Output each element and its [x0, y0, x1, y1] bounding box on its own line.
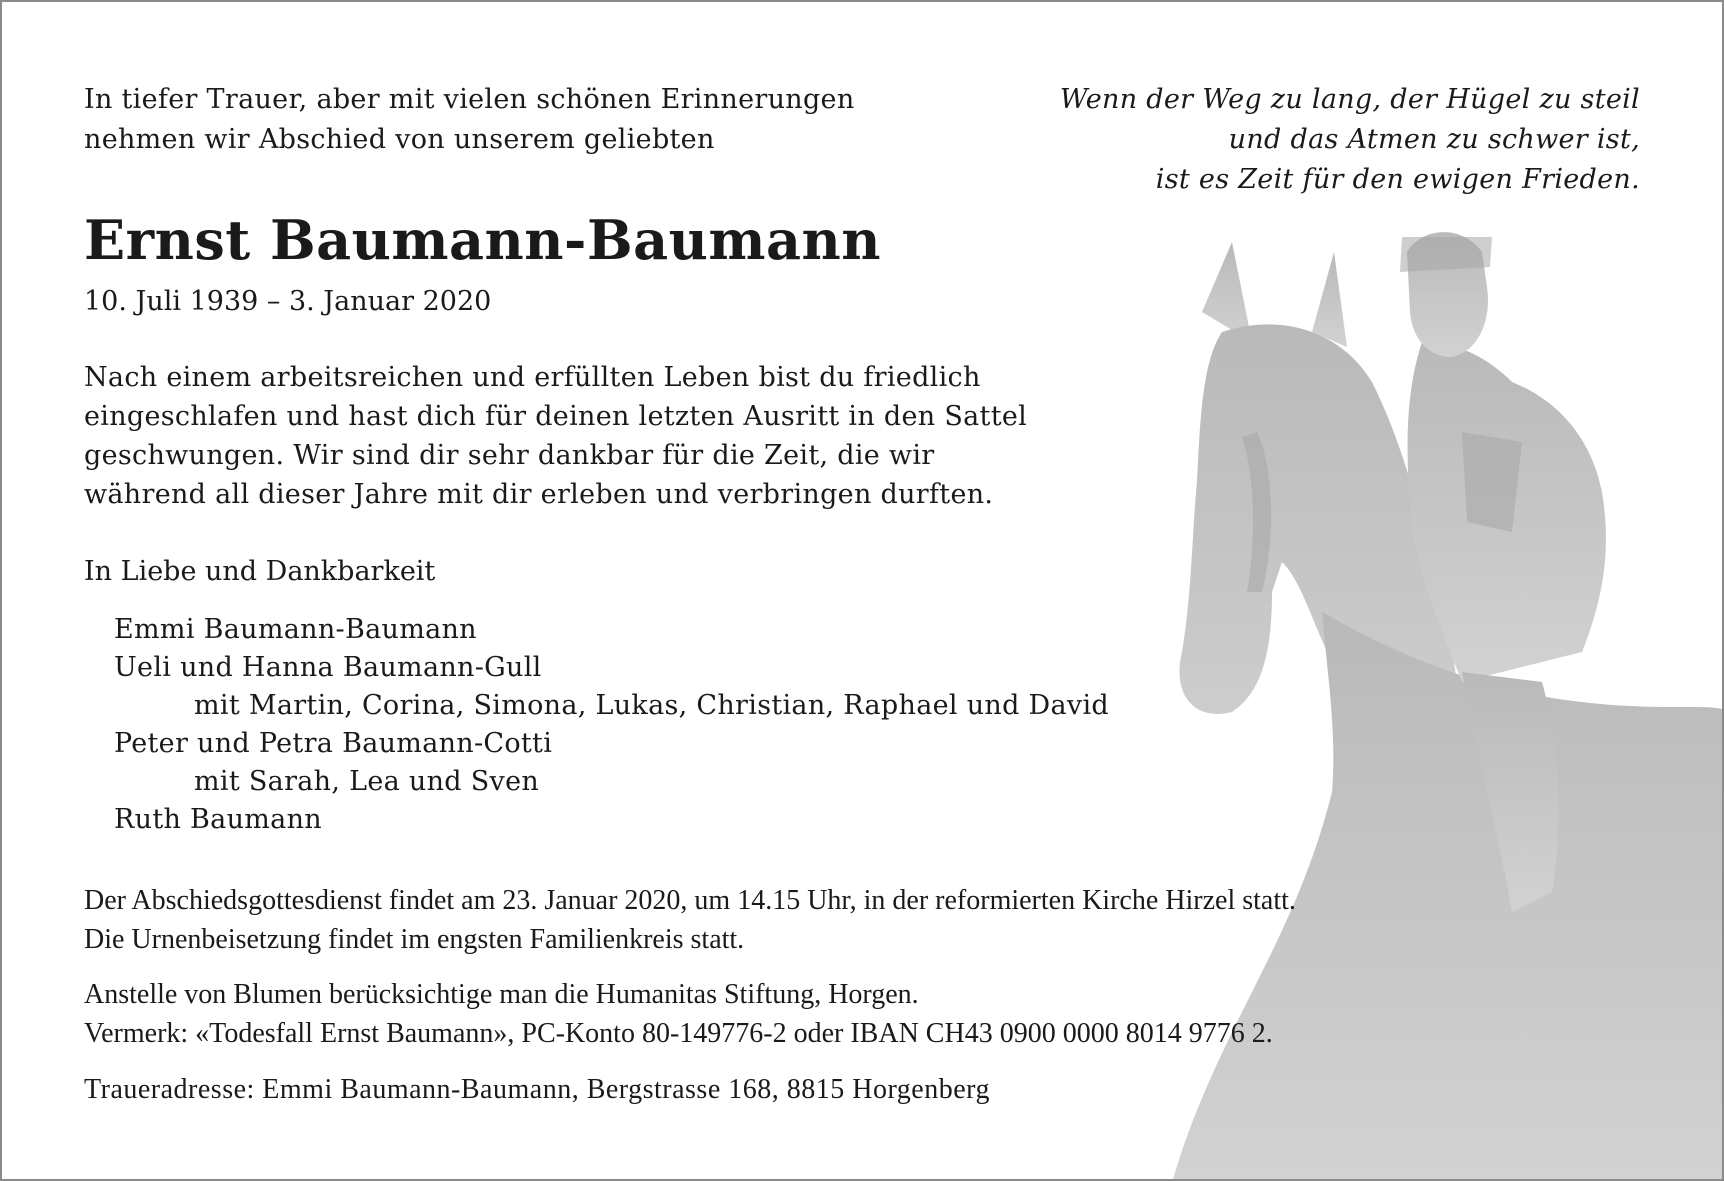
life-dates: 10. Juli 1939 – 3. Januar 2020 — [84, 286, 492, 317]
service-line: Der Abschiedsgottesdienst findet am 23. Januar 2020, um 14.15 Uhr, in der reformierten Kirche Hirzel statt. — [84, 885, 1296, 916]
mourner: Ruth Baumann — [114, 804, 322, 835]
donation-info — [84, 975, 1273, 1053]
deceased-name: Ernst Baumann-Baumann — [84, 208, 882, 272]
eulogy-text — [84, 358, 1027, 514]
donation-line: Vermerk: «Todesfall Ernst Baumann», PC-Konto 80-149776-2 oder IBAN CH43 0900 0000 8014 9776 2. — [84, 1018, 1273, 1049]
mourner-children: mit Sarah, Lea und Sven — [194, 766, 540, 797]
service-info — [84, 881, 1296, 959]
eulogy-line: Nach einem arbeitsreichen und erfüllten Leben bist du friedlich — [84, 362, 981, 393]
mourner: Emmi Baumann-Baumann — [114, 614, 477, 645]
mourning-address: Traueradresse: Emmi Baumann-Baumann, Bergstrasse 168, 8815 Horgenberg — [84, 1074, 990, 1105]
intro-line: In tiefer Trauer, aber mit vielen schönen Erinnerungen — [84, 84, 855, 115]
mourner-children: mit Martin, Corina, Simona, Lukas, Christian, Raphael und David — [194, 690, 1109, 721]
quote-line: Wenn der Weg zu lang, der Hügel zu steil — [1059, 84, 1640, 115]
quote-line: und das Atmen zu schwer ist, — [1228, 124, 1640, 155]
donation-line: Anstelle von Blumen berücksichtige man die Humanitas Stiftung, Horgen. — [84, 979, 919, 1010]
quote-line: ist es Zeit für den ewigen Frieden. — [1155, 164, 1640, 195]
mourner: Peter und Petra Baumann-Cotti — [114, 728, 553, 759]
intro-text — [84, 80, 855, 160]
eulogy-line: geschwungen. Wir sind dir sehr dankbar für die Zeit, die wir — [84, 440, 935, 471]
eulogy-line: eingeschlafen und hast dich für deinen letzten Ausritt in den Sattel — [84, 401, 1028, 432]
memorial-quote — [1060, 80, 1640, 200]
mourners-list — [114, 611, 1109, 839]
eulogy-line: während all dieser Jahre mit dir erleben und verbringen durften. — [84, 479, 994, 510]
closing-phrase: In Liebe und Dankbarkeit — [84, 556, 436, 587]
service-line: Die Urnenbeisetzung findet im engsten Familienkreis statt. — [84, 924, 745, 955]
intro-line: nehmen wir Abschied von unserem geliebten — [84, 124, 715, 155]
mourner: Ueli und Hanna Baumann-Gull — [114, 652, 542, 683]
